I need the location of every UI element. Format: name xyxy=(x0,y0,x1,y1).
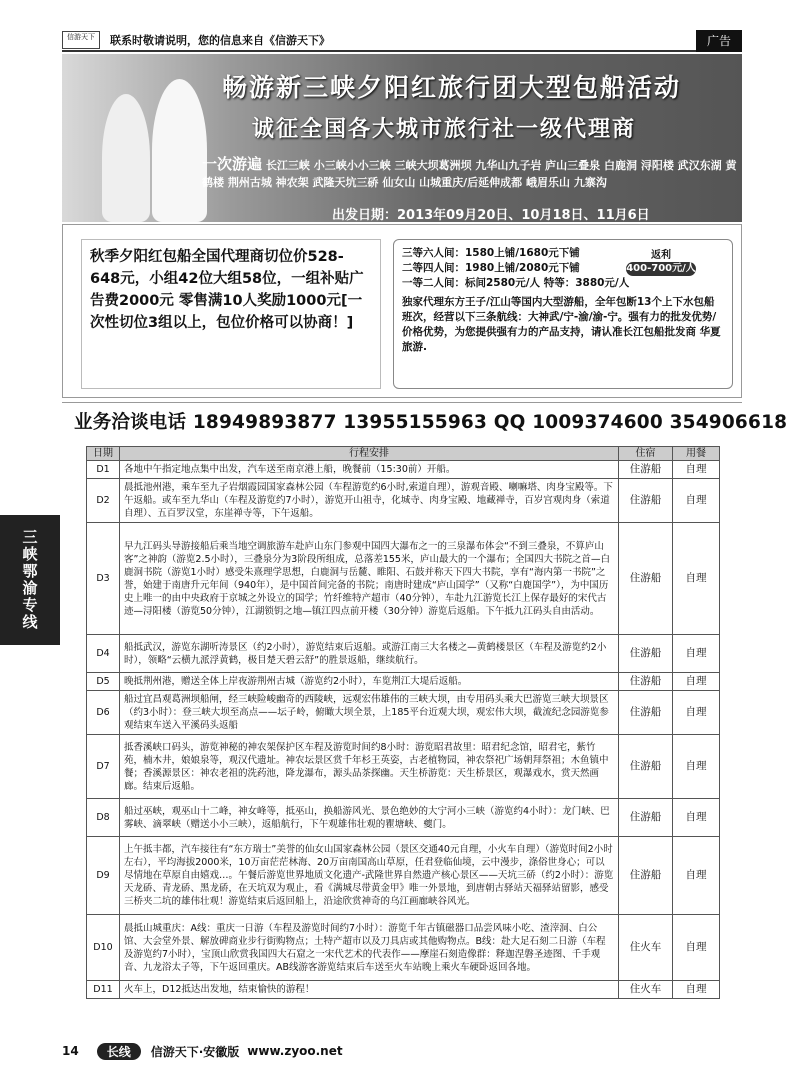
tour-spots xyxy=(202,156,737,191)
banner-title: 畅游新三峡夕阳红旅行团大型包船活动 xyxy=(222,73,682,102)
table-row xyxy=(87,981,720,999)
table-row xyxy=(87,461,720,479)
table-header xyxy=(87,447,720,461)
lodging-cell: 住游船 xyxy=(619,461,673,479)
ad-label: 广告 xyxy=(696,30,742,52)
itinerary-text: 船抵武汉，游览东湖听涛景区（约2小时），游览结束后返船。或游江南三大名楼之—黄鹤楼景区（车程及游览约2小时），领略“云横九派浮黄鹤，极目楚天碧云舒”的胜景返船，继续航行。 xyxy=(120,635,619,673)
agency-description: 独家代理东方王子/江山等国内大型游船，全年包断13个上下水包船班次，经营以下三条航线：大神武/宁-渝/渝-宁。强有力的批发优势/价格优势，为您提供强有力的产品支持，请认准长江包船批发商 华夏旅游. xyxy=(402,296,721,353)
itinerary-text: 上午抵丰都，汽车接往有“东方瑞士”美誉的仙女山国家森林公园（景区交通40元自理，小火车自理）（游览时间2小时左右），平均海拔2000米，10万亩茫茫林海、20万亩南国高山草原，任君登临仙境，云中漫步，涤俗世身心；可以尽情地在草原自由嬉戏…。午餐后游览世界地质文化遗产-武隆世界自然遗产核心景区——天坑三硚（约2小时）：游览天龙硚、青龙硚、黑龙硚，在天坑双为观止，看《满城尽带黄金甲》唯一外景地，到唐朝古驿站天福驿站留影，感受三桥夹二坑的雄伟壮观！游览结束后返回船上，沿途欣赏神奇的乌江画廊峡谷风光。 xyxy=(120,837,619,915)
table-row xyxy=(87,635,720,673)
meal-cell: 自理 xyxy=(673,523,720,635)
itinerary-text: 抵香溪峡口码头，游览神秘的神农架保护区车程及游览时间约8小时：游览昭君故里：昭君纪念馆，昭君宅，紫竹苑，楠木井，娘娘泉等，观汉代遗址。神农坛景区赏千年杉王英姿，古老植物园，神农祭祀广场朝拜祭祖；木鱼镇中餐；香溪源景区：神农老祖的洗药池，降龙瀑布，源头品茶探幽。天生桥游览：天生桥景区，观瀑戏水，赏天然画廊。结束后返船。 xyxy=(120,735,619,799)
agent-promo: 秋季夕阳红包船全国代理商切位价528-648元，小组42位大组58位，一组补贴广告费2000元 零售满10人奖励1000元[一次性切位3组以上，包位价格可以协商！] xyxy=(81,239,381,389)
col-lodging: 住宿 xyxy=(619,447,673,461)
table-row xyxy=(87,673,720,691)
meal-cell: 自理 xyxy=(673,479,720,523)
table-row xyxy=(87,735,720,799)
rebate-badge xyxy=(626,250,696,276)
lodging-cell: 住游船 xyxy=(619,479,673,523)
brand-name: 信游天下·安徽版 xyxy=(150,1044,240,1059)
top-bar xyxy=(62,30,742,52)
tour-head: 一次游遍 xyxy=(202,155,263,173)
col-date: 日期 xyxy=(87,447,120,461)
itinerary-day: D9 xyxy=(87,837,120,915)
lodging-cell: 住游船 xyxy=(619,735,673,799)
itinerary-text: 早九江码头导游接船后乘当地空调旅游车赴庐山东门参观中国四大瀑布之一的三泉瀑布体会“不到三叠泉，不算庐山客”之神韵（游览2.5小时），三叠泉分为3阶段所组成，总落差155米，庐山最大的一个瀑布；全国四大书院之首—白鹿洞书院（游览1小时）感受朱熹理学思想，白鹿洞与岳麓、睢阳、石鼓并称天下四大书院，享有“海内第一书院”之誉，始建于南唐升元年间（940年），是中国首间完备的书院；南唐时建成“庐山国学”（又称“白鹿国学”），为中国历史上唯一的由中央政府于京城之外设立的国学；竹纤维特产超市（40分钟），车赴九江游览长江上保存最好的宋代古迹—浔阳楼（游览50分钟），江湖锁钥之地—镇江四点前开楼（30分钟）游览后返船。下午抵九江码头自由活动。 xyxy=(120,523,619,635)
lodging-cell: 住游船 xyxy=(619,691,673,735)
itinerary-day: D2 xyxy=(87,479,120,523)
lodging-cell: 住游船 xyxy=(619,837,673,915)
rebate-value: 400-700元/人 xyxy=(626,263,696,274)
category-tag: 长线 xyxy=(97,1043,141,1060)
itinerary-text: 火车上，D12抵达出发地，结束愉快的游程！ xyxy=(120,981,619,999)
price-line: 一等二人间：标间2580元/人 特等：3880元/人 xyxy=(402,277,630,289)
itinerary-text: 晚抵荆州港，赠送全体上岸夜游荆州古城（游览约2小时），车览荆江大堤后返船。 xyxy=(120,673,619,691)
lodging-cell: 住游船 xyxy=(619,523,673,635)
man-photo xyxy=(152,79,207,222)
tour-list: 长江三峡 小三峡小小三峡 三峡大坝葛洲坝 九华山九子岩 庐山三叠泉 白鹿洞 浔阳楼 武汉东湖 黄鹤楼 荆州古城 神农架 武隆天坑三硚 仙女山 山城重庆/后延伸成都 峨眉乐山 九寨沟 xyxy=(202,159,737,189)
meal-cell: 自理 xyxy=(673,635,720,673)
meal-cell: 自理 xyxy=(673,691,720,735)
itinerary-day: D7 xyxy=(87,735,120,799)
section-sidebar: 三峡鄂渝专线 xyxy=(0,515,60,645)
table-row xyxy=(87,799,720,837)
meal-cell: 自理 xyxy=(673,735,720,799)
itinerary-text: 船过巫峡，观巫山十二峰，神女峰等，抵巫山，换船游风光、景色绝妙的大宁河小三峡（游览约4小时）：龙门峡、巴雾峡、滴翠峡（赠送小小三峡），返船航行，下午观雄伟壮观的瞿塘峡、夔门。 xyxy=(120,799,619,837)
table-row xyxy=(87,523,720,635)
table-row xyxy=(87,915,720,981)
price-box xyxy=(393,239,733,389)
price-line: 三等六人间：1580上铺/1680元下铺 xyxy=(402,247,580,259)
table-row xyxy=(87,479,720,523)
itinerary-day: D8 xyxy=(87,799,120,837)
source-notice: 联系时敬请说明，您的信息来自《信游天下》 xyxy=(110,34,330,47)
table-row xyxy=(87,837,720,915)
itinerary-day: D5 xyxy=(87,673,120,691)
itinerary-table xyxy=(86,446,720,999)
col-itinerary: 行程安排 xyxy=(120,447,619,461)
page-number: 14 xyxy=(62,1044,79,1058)
itinerary-text: 晨抵山城重庆：A线：重庆一日游（车程及游览时间约7小时）：游览千年古镇磁器口品尝风味小吃、渣滓洞、白公馆、大会堂外景、解放碑商业步行街购物点；土特产超市以及刀具店或其他购物点。B线：赴大足石刻二日游（车程及游览约7小时），宝顶山欣赏我国四大石窟之一宋代艺术的代表作——摩崖石刻造像群：释迦涅磐圣迹图、千手观音、九龙浴太子等，下午返回重庆。AB线游客游览结束后车送至火车站晚上乘火车硬卧返回各地。 xyxy=(120,915,619,981)
ad-banner xyxy=(62,54,742,222)
meal-cell: 自理 xyxy=(673,915,720,981)
lodging-cell: 住火车 xyxy=(619,915,673,981)
meal-cell: 自理 xyxy=(673,799,720,837)
woman-photo xyxy=(102,94,150,222)
itinerary-text: 晨抵池州港，乘车至九子岩烟霞园国家森林公园（车程游览约6小时,索道自理），游观音殿、喇嘛塔、肉身宝殿等。下午返船。或车至九华山（车程及游览约7小时），游览开山祖寺，化城寺、肉身宝殿、地藏禅寺，百岁宫观肉身（索道自理）、五百罗汉堂，东崖禅寺等，下午返船。 xyxy=(120,479,619,523)
site-url: www.zyoo.net xyxy=(247,1044,343,1058)
meal-cell: 自理 xyxy=(673,673,720,691)
lodging-cell: 住火车 xyxy=(619,981,673,999)
itinerary-day: D1 xyxy=(87,461,120,479)
meal-cell: 自理 xyxy=(673,981,720,999)
price-line: 二等四人间：1980上铺/2080元下铺 xyxy=(402,262,580,274)
itinerary-text: 船过宜昌观葛洲坝船闸，经三峡险峻幽奇的西陵峡，远观宏伟雄伟的三峡大坝，由专用码头乘大巴游览三峡大坝景区（约3小时）：登三峡大坝至高点——坛子岭，俯瞰大坝全景，上185平台近观大坝，观宏伟大坝，截流纪念园游览参观结束车送入平溪码头返船 xyxy=(120,691,619,735)
itinerary-day: D4 xyxy=(87,635,120,673)
contact-line: 业务洽谈电话 18949893877 13955155963 QQ 1009374600 354906618 xyxy=(62,402,742,440)
itinerary-day: D10 xyxy=(87,915,120,981)
itinerary-day: D6 xyxy=(87,691,120,735)
table-row xyxy=(87,691,720,735)
lodging-cell: 住游船 xyxy=(619,635,673,673)
banner-subtitle: 诚征全国各大城市旅行社一级代理商 xyxy=(252,117,637,142)
col-meals: 用餐 xyxy=(673,447,720,461)
meal-cell: 自理 xyxy=(673,461,720,479)
itinerary-text: 各地中午指定地点集中出发，汽车送至南京港上船，晚餐前（15:30前）开船。 xyxy=(120,461,619,479)
lodging-cell: 住游船 xyxy=(619,799,673,837)
page-footer xyxy=(62,1040,742,1062)
itinerary-day: D3 xyxy=(87,523,120,635)
publication-logo: 信游天下 xyxy=(62,31,100,49)
rebate-label: 返利 xyxy=(651,250,671,261)
meal-cell: 自理 xyxy=(673,837,720,915)
itinerary-day: D11 xyxy=(87,981,120,999)
lodging-cell: 住游船 xyxy=(619,673,673,691)
offer-panel xyxy=(62,224,742,398)
departure-dates: 出发日期：2013年09月20日、10月18日、11月6日 xyxy=(332,208,650,222)
